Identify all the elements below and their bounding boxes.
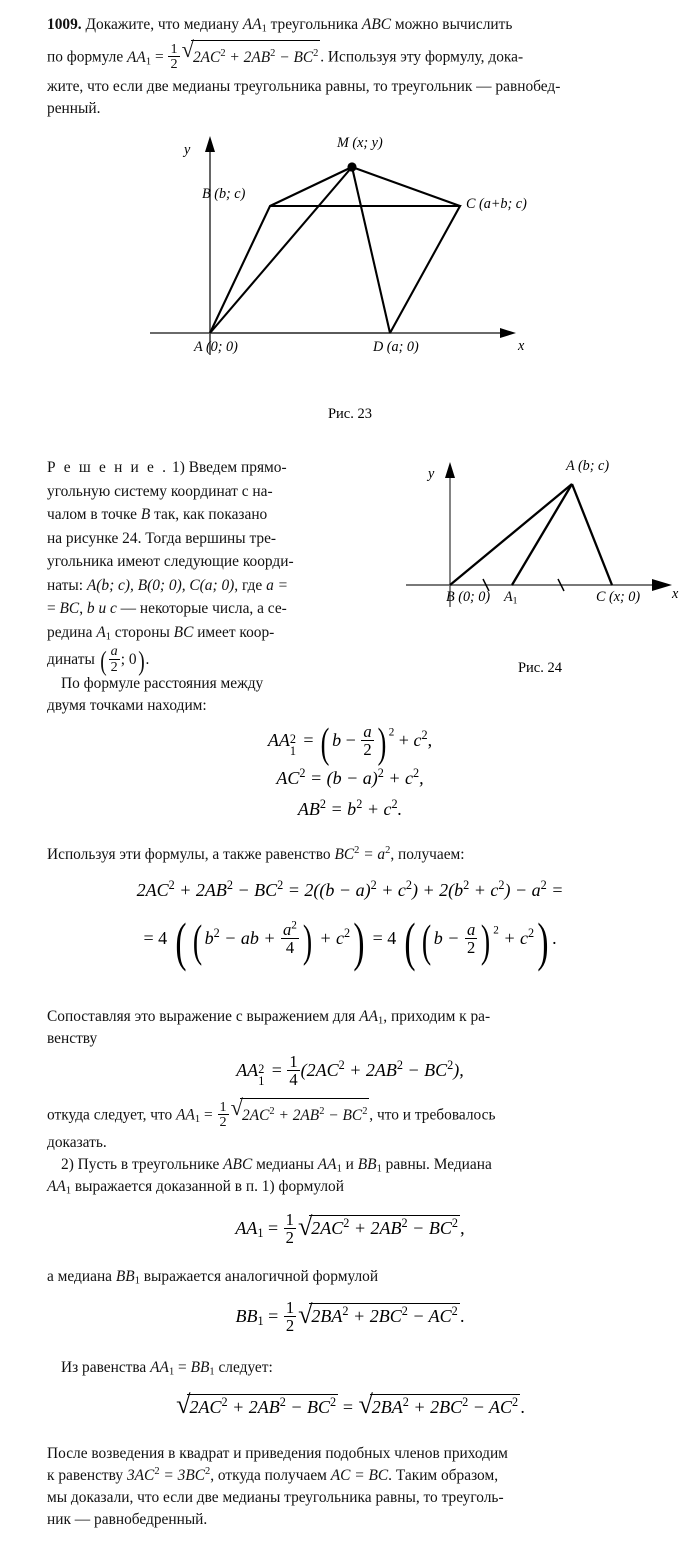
big-derivation-line-1 [0,880,700,901]
equation-ab-squared [0,799,700,820]
solution-p1-line8b: стороны [110,623,174,641]
p6-tail: равны. Медиана [381,1156,492,1173]
eq5-tail: , [460,1218,465,1239]
eq5-radicand: $2AC^2 + 2AB^2 - BC^2$ [309,1215,460,1239]
figure-24-point-c-label: C (x; 0) [596,589,641,605]
p9-mid: , откуда получаем [210,1467,331,1484]
p5-radicand: $2AC^2 + 2AB^2 - BC^2$ [240,1098,369,1131]
big2-minus-ab: − ab + [224,928,276,949]
figure-23-point-c-label: C (a+b; c) [466,196,527,212]
figure-23-drawing [140,130,560,370]
p8-equals: = [178,1359,187,1376]
solution-p1-line9a: динаты [47,651,99,668]
p6-line2-aa1: AA [47,1178,66,1195]
figure-24-x-label: x [672,586,679,602]
problem-statement-line-3 [47,76,679,98]
final-paragraph-line1 [47,1443,679,1465]
p7-bb1: BB [115,1268,135,1285]
median-aa1-subscript: 1 [261,23,267,35]
big2-prefix: = 4 [143,928,168,949]
eq1-lhs: AA [267,730,290,751]
p8-lead: Из равенства [61,1359,151,1376]
equation-aa1-squared: AA 1 2 = ( b − $\frac{a}{2}$ ) $^2 + c^2$, [267,719,433,767]
p5-tail: , что и требовалось [369,1106,496,1124]
solution-p1-tail: 1) Введем прямо- [168,459,287,476]
big2-plus-c: + c [319,928,345,949]
solution-paragraph-2 [47,673,367,717]
solution-p1-line2: угольную систему координат с на- [47,482,273,500]
big2-outer-right-paren: ) [353,912,365,972]
eq1-tail: , [427,730,433,751]
solution-p1-line7c: — некоторые числа, а се- [116,600,287,617]
eq1-minus: − [345,730,356,751]
eq6-sqrt: √ $2BA^2 + 2BC^2 - AC^2$ [298,1303,460,1327]
big2-equals-4: = 4 [372,928,397,949]
p8-aa1: AA [150,1359,169,1376]
solution-p1-line6a: наты: [47,576,87,594]
solution-p1-line8a: редина [47,623,97,641]
median-aa1-symbol: AA [242,16,262,33]
solution-word: Р е ш е н и е . [47,459,169,476]
big2-outer-left-paren: ( [175,912,187,972]
p9-tail: . Таким образом, [388,1467,499,1484]
eq1-paren-sup: 2 [388,726,395,739]
equals-sign: = [154,48,164,66]
p3-tail: , получаем: [390,846,465,863]
eq4-rhs: $(2AC^2 + 2AB^2 - BC^2)$, [300,1058,464,1081]
solution-p1-line9c: . [145,651,150,668]
segment-ba [450,484,572,585]
p9-line1: После возведения в квадрат и приведения подобных членов приходим [47,1445,508,1462]
eq1-c-sup: 2 [421,728,428,743]
figure-23-x-label: x [518,338,525,354]
figure-23-point-m-label: M (x; y) [337,135,383,151]
p6-aa1: AA [317,1156,337,1173]
p8-bb1-sub: 1 [209,1366,215,1378]
p5-one-half: $\frac{1}{2}$ [219,1098,227,1131]
eq7-sqrt-right: √ $2BA^2 + 2BC^2 - AC^2$ [358,1394,520,1418]
right-paren-big: ) [137,645,145,676]
figure-23-point-a-label: A (0; 0) [194,339,238,355]
equation-ac-squared [0,768,700,789]
p5-line2: доказать. [47,1134,107,1151]
eq7-tail: . [520,1396,525,1417]
p5-aa1: AA [176,1106,195,1124]
p9-line4: ник — равнобедренный. [47,1511,208,1528]
p5-aa1-sub: 1 [194,1114,201,1126]
a-over-2-fraction: $\frac{a}{2}$ [110,642,118,675]
problem-number: 1009. [47,16,82,33]
using-formulas-paragraph [47,844,687,866]
big2-outer-left-paren-2: ( [404,912,416,972]
eq1-b: b [332,730,342,751]
p3-lead: Используя эти формулы, а также равенство [47,846,335,863]
one-half-fraction: $\frac{1}{2}$ [170,40,178,73]
left-paren-big: ( [99,645,107,676]
part-2-paragraph-line2 [47,1176,679,1198]
a1-symbol: A [96,623,106,641]
figure-23-point-b-label: B (b; c) [202,186,246,202]
solution-p1-line4: на рисунке 24. Тогда вершины тре- [47,529,277,547]
big1-text: $2AC^2 + 2AB^2 - BC^2 = 2((b - a)^2 + c^2) + 2(b^2 + c^2) - a^2$ = [136,878,564,900]
p4-aa1: AA [359,1008,379,1025]
p5-equals: = [203,1106,213,1124]
big2-plus-c-2: + c [503,928,528,949]
big2-inner-right-paren: ) [302,915,313,966]
eq6-equals: = [268,1306,279,1327]
big2-b: b [204,928,214,949]
big-derivation-line-2 [0,912,700,972]
eq1-right-paren: ) [377,719,387,767]
eq7-radicand-left: $2AC^2 + 2AB^2 - BC^2$ [187,1394,338,1418]
segment-median-aa1 [512,484,572,585]
part-2-paragraph [47,1154,679,1176]
solution-p1-line8c: имеет коор- [193,623,275,641]
segment-md [352,167,390,333]
p6-bb1-sub: 1 [376,1163,382,1175]
figure-23-caption: Рис. 23 [327,406,372,422]
solution-p1-line9b: ; 0 [120,651,137,668]
eq7-sqrt-left: √ $2AC^2 + 2AB^2 - BC^2$ [176,1394,338,1418]
p8-tail: следует: [214,1359,273,1376]
equation-aa1-squared-quarter: AA 1 2 = $\frac{1}{4}$ $(2AC^2 + 2AB^2 - BC^2)$, [236,1051,464,1090]
problem-statement-line-2 [47,36,679,73]
big2-tail: . [552,928,557,949]
quadrilateral-abcd [210,206,460,333]
p4-tail: , приходим к ра- [383,1008,491,1025]
comparison-paragraph-line2 [47,1028,679,1050]
p6-abc: ABC [223,1156,253,1173]
median-bb1-paragraph [47,1266,679,1288]
x-axis-arrow [652,579,672,591]
equation-median-aa1 [0,1209,700,1248]
comparison-paragraph [47,1006,679,1028]
big2-sup-2: 2 [493,924,499,937]
final-paragraph-line3 [47,1487,679,1509]
a1-subscript: 1 [105,631,111,643]
bc-symbol: BC [59,600,80,617]
equation-median-bb1 [0,1297,700,1336]
bc-side-symbol: BC [173,623,194,641]
big2-c-sup-2: 2 [527,926,535,941]
figure-24-point-a-label: A (b; c) [566,458,610,474]
final-paragraph-line4 [47,1509,679,1531]
segment-mc [352,167,460,206]
eq6-lhs: BB [235,1306,258,1327]
eq1-equals: = [303,730,314,751]
figure-24-caption: Рис. 24 [517,660,562,676]
figure-24 [400,452,690,612]
final-paragraph-line2 [47,1465,679,1487]
solution-p1-line5: угольника имеют следующие коорди- [47,553,294,570]
point-m-dot [347,162,356,171]
solution-p1-line7a: = [47,600,60,617]
sqrt-expression: √ $2AC^2 + 2AB^2 - BC^2$ [182,40,321,73]
p6-lead: 2) Пусть в треугольнике [61,1156,224,1173]
eq1-a-over-2: $\frac{a}{2}$ [363,721,372,760]
big2-inner-left-paren-2: ( [421,915,431,966]
problem-statement-line-1 [47,14,679,36]
figure-23-y-label: y [184,142,191,158]
problem-statement-line-4 [47,98,679,120]
big2-frac-num: $a^2$ [283,919,297,939]
p9-line3: мы доказали, что если две медианы треугольника равны, то треуголь- [47,1489,504,1506]
equation-radicals-equal [0,1390,700,1420]
problem-text-a: Докажите, что медиану [85,16,243,33]
eq1-left-paren: ( [320,719,330,767]
figure-24-point-a1-label: $A_1$ [504,589,518,607]
problem-text-line3: жите, что если две медианы треугольника равны, то треугольник — равнобед- [47,78,561,95]
eq4-lhs: AA [236,1060,259,1081]
p6-line2-aa1-sub: 1 [65,1185,72,1197]
problem-text-line4: ренный. [47,100,101,117]
problem-text-b: треугольника [266,16,362,33]
p9-ac-bc: AC = BC [330,1467,389,1484]
p4-lead: Сопоставляя это выражение с выражением для [47,1008,360,1025]
big2-inner-right-paren-2: ) [481,915,491,966]
triangle-abc-symbol: ABC [361,16,391,33]
b-and-c-symbols: b и c [86,600,117,617]
p9-3ac-3bc: $3AC^2 = 3BC^2$ [126,1465,211,1484]
y-axis-arrow [205,136,215,152]
eq3-text: $AB^2 = b^2 + c^2$. [297,797,403,819]
big2-inner-left-paren: ( [192,915,202,966]
big2-outer-right-paren-2: ) [537,912,549,972]
eq5-lhs-sub: 1 [257,1226,264,1241]
solution-p1-line3b: так, как показано [150,506,268,523]
eq2-text: $AC^2 = (b - a)^2 + c^2$, [276,766,424,788]
p7-tail: выражается аналогичной формулой [139,1268,379,1285]
eq5-equals: = [268,1218,279,1239]
bc-squared-equals-a-squared: $BC^2 = a^2$ [334,844,391,863]
big2-a-over-2: $\frac{a}{2}$ [466,919,476,958]
figure-24-drawing [400,452,690,612]
segment-ac [572,484,612,585]
conclusion-paragraph-1 [47,1094,687,1131]
big2-b-minus: b − [433,928,460,949]
p7-lead: а медиана [47,1268,116,1285]
p6-line2-tail: выражается доказанной в п. 1) формулой [71,1178,344,1195]
p4-aa1-sub: 1 [378,1015,384,1027]
p5-sqrt: √ $2AC^2 + 2AB^2 - BC^2$ [231,1098,370,1131]
segment-bm [270,167,352,206]
solution-p2-line1: По формуле расстояния между [61,675,264,692]
eq6-lhs-sub: 1 [257,1314,264,1329]
conclusion-paragraph-1-line2 [47,1132,679,1154]
eq6-radicand: $2BA^2 + 2BC^2 - AC^2$ [309,1303,460,1327]
problem-formula-tail: . Используя эту формулу, дока- [320,48,524,66]
p7-bb1-sub: 1 [134,1275,140,1287]
solution-p1-line3a: чалом в точке [47,506,141,523]
problem-formula-lead: по формуле [47,48,128,66]
eq7-radicand-right: $2BA^2 + 2BC^2 - AC^2$ [370,1394,521,1418]
p4-line2: венству [47,1030,98,1047]
solution-p1-line6b: , где [234,576,267,594]
point-b-symbol: B [140,506,151,523]
vertex-coordinates: A(b; c), B(0; 0), C(a; 0) [86,576,235,594]
solution-p2-line2: двумя точками находим: [47,697,207,714]
solution-p1-line9 [47,642,347,676]
p6-and: и [341,1156,358,1173]
eq5-lhs: AA [235,1218,258,1239]
big2-c-sup: 2 [344,926,351,941]
p8-bb1: BB [190,1359,210,1376]
a-equals: a = [266,576,288,594]
solution-p1-line7b: , [79,600,87,617]
y-axis-arrow [445,462,455,478]
big2-a2-over-4: $\frac{a^2}{4}$ [283,919,297,958]
eq6-one-half: $\frac{1}{2}$ [285,1297,295,1336]
big2-b-sup: 2 [213,926,220,941]
formula-aa1: $AA_1$ [127,48,152,68]
problem-text-c: можно вычислить [391,16,513,33]
p5-lead: откуда следует, что [47,1106,177,1124]
solution-paragraph-1 [47,456,347,644]
eq7-equals: = [342,1396,353,1417]
figure-24-point-b-label: B (0; 0) [446,589,491,605]
figure-23 [140,130,560,370]
p6-aa1-sub: 1 [336,1163,342,1175]
p6-bb1: BB [357,1156,377,1173]
figure-23-point-d-label: D (a; 0) [373,339,419,355]
eq5-sqrt: √ $2AC^2 + 2AB^2 - BC^2$ [298,1215,460,1239]
figure-24-y-label: y [428,466,435,482]
eq1-plus: + [398,730,409,751]
p9-lead: к равенству [47,1467,127,1484]
p8-aa1-sub: 1 [168,1366,175,1378]
p6-medians-text: медианы [252,1156,318,1173]
x-axis-arrow [500,328,516,338]
equality-paragraph [47,1357,679,1379]
eq6-tail: . [459,1306,465,1327]
eq5-one-half: $\frac{1}{2}$ [285,1209,294,1248]
eq4-one-quarter: $\frac{1}{4}$ [289,1051,298,1090]
eq1-c: c [413,730,422,751]
eq4-equals: = [271,1060,282,1081]
